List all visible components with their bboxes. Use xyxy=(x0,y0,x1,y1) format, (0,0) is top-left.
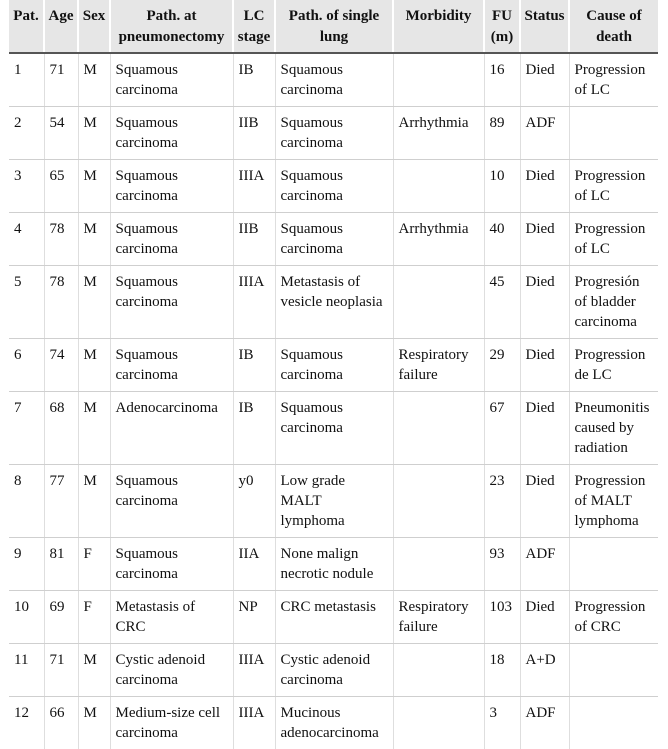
cell-lc-stage: IIA xyxy=(233,538,275,591)
cell-path-pneumonectomy: Squamous carcinoma xyxy=(110,266,233,339)
cell-fu: 18 xyxy=(484,644,520,697)
cell-lc-stage: IB xyxy=(233,339,275,392)
cell-age: 68 xyxy=(44,392,78,465)
cell-age: 71 xyxy=(44,53,78,107)
cell-patient: 9 xyxy=(9,538,44,591)
cell-path-pneumonectomy: Squamous carcinoma xyxy=(110,339,233,392)
cell-patient: 4 xyxy=(9,213,44,266)
cell-cause-of-death: Progression de LC xyxy=(569,339,658,392)
cell-lc-stage: y0 xyxy=(233,465,275,538)
cell-path-single-lung: Cystic adenoid carcinoma xyxy=(275,644,393,697)
cell-sex: M xyxy=(78,160,110,213)
header-path-pneumonectomy: Path. at pneumonectomy xyxy=(110,0,233,53)
cell-lc-stage: NP xyxy=(233,591,275,644)
header-morbidity: Morbidity xyxy=(393,0,484,53)
cell-cause-of-death: Progression of LC xyxy=(569,213,658,266)
cell-path-pneumonectomy: Squamous carcinoma xyxy=(110,160,233,213)
header-lc-stage: LC stage xyxy=(233,0,275,53)
table-row xyxy=(9,266,658,339)
cell-age: 81 xyxy=(44,538,78,591)
cell-patient: 8 xyxy=(9,465,44,538)
cell-lc-stage: IIIA xyxy=(233,266,275,339)
cell-sex: M xyxy=(78,644,110,697)
cell-morbidity xyxy=(393,697,484,749)
header-sex: Sex xyxy=(78,0,110,53)
cell-lc-stage: IIB xyxy=(233,107,275,160)
cell-path-pneumonectomy: Squamous carcinoma xyxy=(110,465,233,538)
cell-morbidity: Respiratory failure xyxy=(393,339,484,392)
cell-status: Died xyxy=(520,266,569,339)
cell-sex: M xyxy=(78,107,110,160)
cell-patient: 2 xyxy=(9,107,44,160)
table-row xyxy=(9,160,658,213)
cell-status: Died xyxy=(520,213,569,266)
table-row xyxy=(9,538,658,591)
cell-age: 69 xyxy=(44,591,78,644)
cell-status: ADF xyxy=(520,697,569,749)
cell-patient: 10 xyxy=(9,591,44,644)
cell-status: ADF xyxy=(520,538,569,591)
cell-status: Died xyxy=(520,160,569,213)
cell-morbidity xyxy=(393,538,484,591)
cell-path-single-lung: Metastasis of vesicle neoplasia xyxy=(275,266,393,339)
cell-fu: 16 xyxy=(484,53,520,107)
header-age: Age xyxy=(44,0,78,53)
cell-morbidity xyxy=(393,160,484,213)
cell-fu: 3 xyxy=(484,697,520,749)
cell-lc-stage: IIB xyxy=(233,213,275,266)
cell-sex: M xyxy=(78,392,110,465)
cell-path-single-lung: Squamous carcinoma xyxy=(275,213,393,266)
cell-fu: 40 xyxy=(484,213,520,266)
cell-path-single-lung: None malign necrotic nodule xyxy=(275,538,393,591)
cell-path-pneumonectomy: Squamous carcinoma xyxy=(110,53,233,107)
cell-morbidity xyxy=(393,644,484,697)
cell-lc-stage: IB xyxy=(233,53,275,107)
cell-lc-stage: IIIA xyxy=(233,697,275,749)
patient-table xyxy=(9,0,658,749)
cell-patient: 12 xyxy=(9,697,44,749)
table-row xyxy=(9,465,658,538)
cell-status: Died xyxy=(520,53,569,107)
cell-age: 78 xyxy=(44,213,78,266)
cell-sex: M xyxy=(78,697,110,749)
cell-sex: M xyxy=(78,53,110,107)
cell-path-pneumonectomy: Squamous carcinoma xyxy=(110,107,233,160)
cell-path-pneumonectomy: Cystic adenoid carcinoma xyxy=(110,644,233,697)
cell-path-pneumonectomy: Medium-size cell carcinoma xyxy=(110,697,233,749)
table-row xyxy=(9,392,658,465)
cell-status: Died xyxy=(520,591,569,644)
table-row xyxy=(9,644,658,697)
cell-sex: M xyxy=(78,339,110,392)
cell-sex: M xyxy=(78,213,110,266)
table-row xyxy=(9,697,658,749)
cell-path-single-lung: Squamous carcinoma xyxy=(275,107,393,160)
cell-morbidity xyxy=(393,392,484,465)
cell-cause-of-death: Progresión of bladder carcinoma xyxy=(569,266,658,339)
cell-cause-of-death xyxy=(569,697,658,749)
cell-morbidity xyxy=(393,465,484,538)
cell-patient: 11 xyxy=(9,644,44,697)
cell-status: ADF xyxy=(520,107,569,160)
cell-patient: 3 xyxy=(9,160,44,213)
header-path-single-lung: Path. of single lung xyxy=(275,0,393,53)
cell-patient: 7 xyxy=(9,392,44,465)
cell-cause-of-death: Progression of MALT lymphoma xyxy=(569,465,658,538)
cell-path-pneumonectomy: Squamous carcinoma xyxy=(110,538,233,591)
cell-cause-of-death: Progression of LC xyxy=(569,160,658,213)
cell-path-pneumonectomy: Adenocarcinoma xyxy=(110,392,233,465)
patient-table-container xyxy=(9,0,658,749)
cell-cause-of-death: Pneumonitis caused by radiation xyxy=(569,392,658,465)
cell-patient: 1 xyxy=(9,53,44,107)
table-body xyxy=(9,53,658,749)
cell-path-pneumonectomy: Squamous carcinoma xyxy=(110,213,233,266)
cell-cause-of-death: Progression of CRC xyxy=(569,591,658,644)
cell-morbidity: Arrhythmia xyxy=(393,213,484,266)
cell-path-pneumonectomy: Metastasis of CRC xyxy=(110,591,233,644)
cell-age: 66 xyxy=(44,697,78,749)
cell-cause-of-death xyxy=(569,644,658,697)
cell-fu: 89 xyxy=(484,107,520,160)
cell-cause-of-death xyxy=(569,107,658,160)
cell-age: 78 xyxy=(44,266,78,339)
cell-age: 54 xyxy=(44,107,78,160)
cell-lc-stage: IIIA xyxy=(233,160,275,213)
header-fu: FU (m) xyxy=(484,0,520,53)
cell-age: 71 xyxy=(44,644,78,697)
cell-path-single-lung: Mucinous adenocarcinoma xyxy=(275,697,393,749)
cell-morbidity: Arrhythmia xyxy=(393,107,484,160)
cell-morbidity: Respiratory failure xyxy=(393,591,484,644)
cell-patient: 5 xyxy=(9,266,44,339)
table-row xyxy=(9,339,658,392)
cell-sex: M xyxy=(78,465,110,538)
cell-fu: 93 xyxy=(484,538,520,591)
cell-morbidity xyxy=(393,53,484,107)
table-row xyxy=(9,213,658,266)
header-cause-of-death: Cause of death xyxy=(569,0,658,53)
cell-lc-stage: IIIA xyxy=(233,644,275,697)
cell-status: A+D xyxy=(520,644,569,697)
cell-fu: 10 xyxy=(484,160,520,213)
cell-sex: F xyxy=(78,538,110,591)
cell-status: Died xyxy=(520,392,569,465)
cell-status: Died xyxy=(520,339,569,392)
cell-sex: M xyxy=(78,266,110,339)
cell-sex: F xyxy=(78,591,110,644)
cell-patient: 6 xyxy=(9,339,44,392)
cell-fu: 103 xyxy=(484,591,520,644)
cell-age: 74 xyxy=(44,339,78,392)
cell-cause-of-death xyxy=(569,538,658,591)
cell-path-single-lung: Low grade MALT lymphoma xyxy=(275,465,393,538)
cell-age: 65 xyxy=(44,160,78,213)
table-row xyxy=(9,107,658,160)
cell-fu: 67 xyxy=(484,392,520,465)
header-row xyxy=(9,0,658,53)
cell-age: 77 xyxy=(44,465,78,538)
cell-path-single-lung: Squamous carcinoma xyxy=(275,160,393,213)
header-patient: Pat. xyxy=(9,0,44,53)
cell-status: Died xyxy=(520,465,569,538)
cell-path-single-lung: Squamous carcinoma xyxy=(275,339,393,392)
cell-path-single-lung: CRC metastasis xyxy=(275,591,393,644)
cell-path-single-lung: Squamous carcinoma xyxy=(275,53,393,107)
cell-lc-stage: IB xyxy=(233,392,275,465)
table-row xyxy=(9,591,658,644)
cell-cause-of-death: Progression of LC xyxy=(569,53,658,107)
table-row xyxy=(9,53,658,107)
cell-path-single-lung: Squamous carcinoma xyxy=(275,392,393,465)
header-status: Status xyxy=(520,0,569,53)
cell-fu: 23 xyxy=(484,465,520,538)
cell-fu: 29 xyxy=(484,339,520,392)
cell-morbidity xyxy=(393,266,484,339)
cell-fu: 45 xyxy=(484,266,520,339)
